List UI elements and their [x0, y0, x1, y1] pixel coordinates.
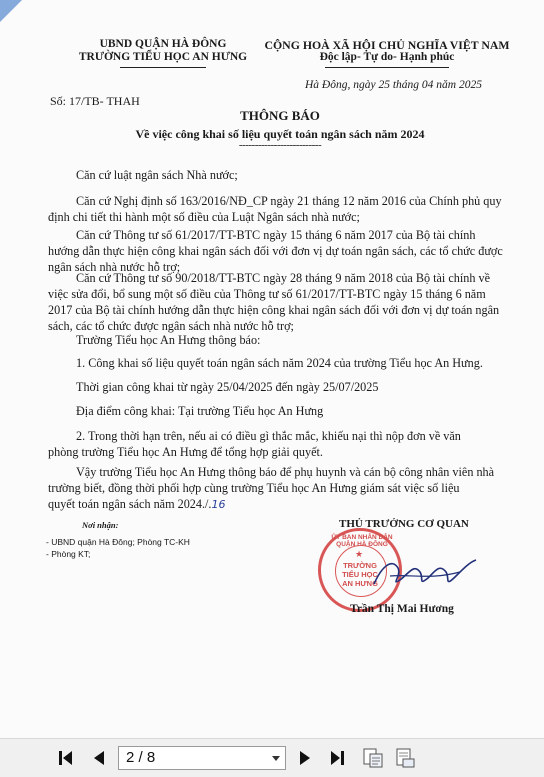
page-selector[interactable] — [118, 746, 286, 770]
title-separator: -------------------------- — [238, 139, 322, 151]
basis-line: hướng dẫn thực hiện công khai ngân sách đối với đơn vị dự toán ngân sách, các tổ chức được — [48, 244, 503, 258]
stamp-line: TRƯỜNG — [343, 561, 377, 570]
page-view-icon — [362, 747, 384, 769]
first-page-icon — [55, 747, 77, 769]
country-name: CỘNG HOÀ XÃ HỘI CHỦ NGHĨA VIỆT NAM — [264, 38, 510, 52]
closing-text: quyết toán ngân sách năm 2024./. — [48, 497, 212, 511]
basis-paragraph-4 — [48, 270, 515, 334]
header-right-underline — [325, 67, 449, 68]
motto: Độc lập- Tự do- Hạnh phúc — [319, 51, 455, 63]
page-view-button[interactable] — [362, 747, 384, 769]
basis-line: Căn cứ Thông tư số 90/2018/TT-BTC ngày 28 tháng 9 năm 2018 của Bộ tài chính về — [76, 271, 490, 285]
closing-paragraph — [48, 464, 515, 513]
agency-name: UBND QUẬN HÀ ĐÔNG — [99, 38, 227, 50]
basis-line: 2017 của Bộ tài chính hướng dẫn thực hiện công khai ngân sách đối với đơn vị dự toán ngân — [48, 303, 500, 317]
page-selector-value: 2 / 8 — [126, 749, 156, 766]
document-date: Hà Đông, ngày 25 tháng 04 năm 2025 — [305, 79, 482, 91]
chevron-down-icon — [272, 756, 280, 761]
basis-line: Căn cứ Nghị định số 163/2016/NĐ_CP ngày 21 tháng 12 năm 2016 của Chính phủ quy — [76, 194, 502, 208]
item-1 — [48, 355, 515, 371]
previous-page-button[interactable] — [88, 747, 110, 769]
handwritten-mark: 16 — [211, 498, 226, 511]
first-page-button[interactable] — [55, 747, 77, 769]
basis-paragraph-2 — [48, 193, 515, 225]
basis-line: ngân sách nhà nước hỗ trợ; — [48, 260, 181, 274]
item-2 — [48, 428, 515, 460]
previous-page-icon — [88, 747, 110, 769]
fit-page-button[interactable] — [394, 747, 416, 769]
signer-title: THỦ TRƯỞNG CƠ QUAN — [339, 518, 469, 530]
signer-name: Trần Thị Mai Hương — [350, 603, 454, 615]
closing-line: trường biết, đồng thời phối hợp cùng trường Tiểu học An Hưng giám sát việc số liệu — [48, 481, 460, 495]
basis-line: định chi tiết thi hành một số điều của Luật Ngân sách nhà nước; — [48, 210, 360, 224]
intro-line: Trường Tiểu học An Hưng thông báo: — [76, 333, 261, 347]
school-name: TRƯỜNG TIỂU HỌC AN HƯNG — [78, 51, 248, 63]
time-line: Thời gian công khai từ ngày 25/04/2025 đến ngày 25/07/2025 — [76, 380, 379, 394]
basis-paragraph-1 — [48, 167, 515, 183]
corner-mark — [0, 0, 22, 22]
recipient-line: - Phòng KT; — [46, 549, 91, 559]
basis-line: Căn cứ Thông tư số 61/2017/TT-BTC ngày 15 tháng 6 năm 2017 của Bộ tài chính — [76, 228, 476, 242]
stamp-line: AN HƯNG — [342, 579, 378, 588]
document-title: THÔNG BÁO — [240, 108, 320, 123]
handwritten-signature — [370, 546, 480, 596]
basis-line: Căn cứ luật ngân sách Nhà nước; — [76, 168, 238, 182]
disclosure-time — [48, 379, 515, 395]
next-page-button[interactable] — [294, 747, 316, 769]
item-line: phòng trường Tiểu học An Hưng để tổng hợp giải quyết. — [48, 445, 323, 459]
star-icon: ★ — [355, 549, 364, 559]
item-line: 2. Trong thời hạn trên, nếu ai có điều gì thắc mắc, khiếu nại thì nộp đơn về văn — [76, 429, 461, 443]
document-number: Số: 17/TB- THAH — [50, 94, 140, 108]
header-left-underline — [120, 67, 206, 68]
recipient-line: - UBND quận Hà Đông; Phòng TC-KH — [46, 537, 190, 547]
stamp-ring-text: ỦY BAN NHÂN DÂN QUẬN HÀ ĐÔNG — [331, 534, 393, 548]
basis-paragraph-3 — [48, 227, 515, 275]
basis-line: sách, các tổ chức được ngân sách nhà nước hỗ trợ; — [48, 319, 294, 333]
last-page-button[interactable] — [326, 747, 348, 769]
fit-page-icon — [394, 747, 416, 769]
item-line: 1. Công khai số liệu quyết toán ngân sách năm 2024 của trường Tiểu học An Hưng. — [76, 356, 483, 370]
next-page-icon — [294, 747, 316, 769]
viewer-toolbar — [0, 738, 544, 777]
closing-line — [48, 496, 515, 513]
stamp-line: TIỂU HỌC — [342, 570, 378, 579]
basis-line: việc sửa đổi, bổ sung một số điều của Thông tư số 61/2017/TT-BTC ngày 15 tháng 6 năm — [48, 287, 486, 301]
disclosure-place — [48, 403, 515, 419]
recipients-label: Nơi nhận: — [82, 520, 119, 530]
place-line: Địa điểm công khai: Tại trường Tiểu học An Hưng — [76, 404, 324, 418]
closing-line: Vậy trường Tiểu học An Hưng thông báo để phụ huynh và cán bộ công nhân viên nhà — [76, 465, 495, 479]
announcement-intro — [48, 332, 515, 348]
document-subject: Về việc công khai số liệu quyết toán ngân sách năm 2024 — [135, 127, 425, 141]
last-page-icon — [326, 747, 348, 769]
